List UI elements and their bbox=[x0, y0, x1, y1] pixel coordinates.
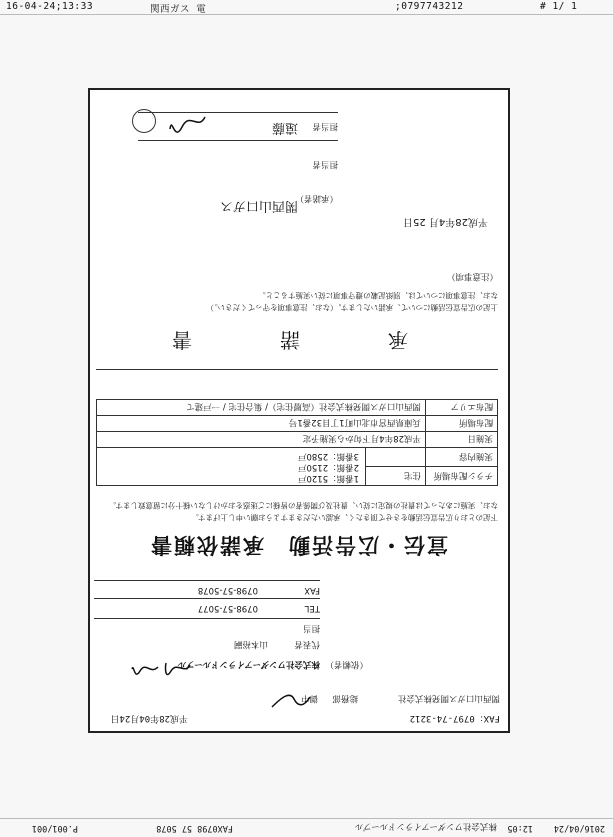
fax-page: # 1/ 1 bbox=[540, 1, 578, 12]
doc-date: 平成28年04月24日 bbox=[110, 713, 188, 723]
fax-date-time: 16-04-24;13:33 bbox=[6, 1, 94, 12]
footer-date: 2016/04/24 bbox=[553, 823, 605, 833]
document-frame bbox=[88, 88, 510, 733]
intro-line-1: 下記のとおり広告宣伝活動をさせて頂きたく、承認いただきますようお願い申し上げます。 bbox=[191, 513, 498, 522]
table-row bbox=[97, 432, 498, 448]
row-label: 配布エリア bbox=[426, 400, 498, 416]
fax-sender: 関西ガス 電 bbox=[150, 4, 207, 15]
approval-title: 承 諾 書 bbox=[156, 328, 408, 352]
addressee-company: 関西山口ガス開発株式会社 bbox=[397, 693, 500, 703]
tel-label: TEL bbox=[304, 603, 320, 613]
approver-dept: 担当者 bbox=[312, 159, 338, 169]
request-details-table bbox=[96, 399, 498, 486]
approval-attached: （注意事項） bbox=[446, 271, 498, 281]
count-line-2: 2番館：2150戸 bbox=[297, 462, 359, 472]
approver-company: 関西山口ガス bbox=[219, 198, 298, 213]
requester-seal-mark bbox=[163, 659, 193, 677]
document-title: 宣伝・広告活動 承諾依頼書 bbox=[149, 533, 448, 558]
document-fax-line bbox=[88, 713, 506, 729]
divider bbox=[96, 369, 498, 370]
requester-seal-label: 担当 bbox=[302, 623, 320, 633]
approval-line-2: なお、注意事項については、別紙記載の遵守事項に従い実施すること。 bbox=[258, 291, 498, 300]
doc-fax-number: FAX：0797-74-3212 bbox=[409, 713, 500, 723]
handwritten-mark bbox=[268, 693, 312, 711]
row-label: 実施日 bbox=[426, 432, 498, 448]
fax-footer bbox=[0, 818, 613, 837]
requester-name: 山本裕嗣 bbox=[233, 639, 268, 649]
intro-text bbox=[96, 499, 498, 523]
tel-value: 0798-57-5077 bbox=[197, 603, 258, 613]
table-row bbox=[97, 467, 498, 486]
addressee-dept: 総務部 bbox=[332, 693, 358, 703]
approver-signature bbox=[168, 109, 208, 135]
count-line-3: 3番館：2580戸 bbox=[297, 451, 359, 461]
row-value: 住宅 bbox=[366, 467, 426, 486]
divider bbox=[138, 140, 338, 141]
divider bbox=[94, 598, 320, 599]
row-value bbox=[366, 448, 426, 467]
intro-line-2: なお、実施にあたっては貴社の規定に従い、貴社及び関係者の皆様にご迷惑をおかけしない様十分に留意致します。 bbox=[108, 501, 498, 510]
footer-company: 株式会社ワンダーアイランドループル bbox=[354, 821, 497, 831]
table-row bbox=[97, 400, 498, 416]
count-line-1: 1番館：5120戸 bbox=[297, 473, 359, 483]
row-value: 兵庫県西宮市北山町1丁目32番1号 bbox=[97, 416, 426, 432]
row-label: 配布場所 bbox=[426, 416, 498, 432]
table-row bbox=[97, 416, 498, 432]
approval-date: 平成28年4月 25日 bbox=[403, 216, 488, 227]
addressee-honorific: 御中 bbox=[300, 693, 318, 703]
fax-label: FAX bbox=[304, 585, 320, 595]
fax-transmission-header bbox=[0, 0, 613, 15]
count-cell bbox=[97, 448, 366, 486]
row-label: 実施内容 bbox=[426, 448, 498, 467]
requester-company: 株式会社ワンダーアイランドループル bbox=[177, 659, 320, 669]
row-value: 平成28年4月下旬から実施予定 bbox=[97, 432, 426, 448]
approval-stamp bbox=[132, 109, 156, 133]
approver-name: 遠藤 bbox=[271, 120, 298, 135]
row-label: チラシ配布場所 bbox=[426, 467, 498, 486]
requester-label: （依頼者） bbox=[325, 659, 368, 669]
footer-page: P.001/001 bbox=[31, 823, 78, 833]
approver-seal-label: 担当者 bbox=[312, 121, 338, 131]
fax-value: 0798-57-5078 bbox=[197, 585, 258, 595]
row-value: 関西山口ガス開発株式会社（高層住宅）/ 集合住宅 / 一戸建て bbox=[97, 400, 426, 416]
requester-title: 代表者 bbox=[294, 639, 320, 649]
divider bbox=[94, 580, 320, 581]
divider bbox=[94, 618, 320, 619]
approval-text bbox=[96, 289, 498, 313]
approver-label: （承諾者） bbox=[295, 193, 338, 203]
faxed-document bbox=[88, 88, 510, 733]
approval-line-1: 上記の広告宣伝活動について、承諾いたします。（なお、注意事項を守ってください。） bbox=[206, 303, 498, 312]
footer-time: 12:05 bbox=[507, 823, 533, 833]
footer-fax-number: FAX0798 57 5078 bbox=[156, 823, 233, 833]
fax-number: ;0797743212 bbox=[395, 1, 464, 12]
fax-footer-inner bbox=[0, 819, 613, 837]
requester-seal-mark-2 bbox=[130, 659, 160, 677]
